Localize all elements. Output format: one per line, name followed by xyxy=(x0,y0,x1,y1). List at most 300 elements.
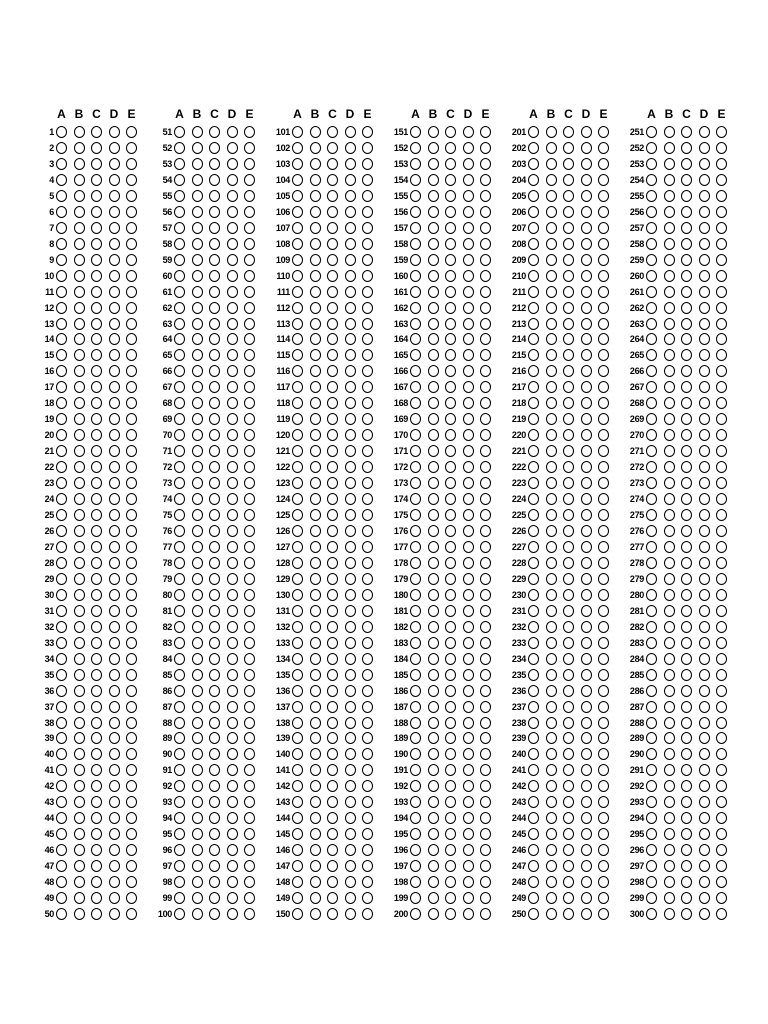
answer-bubble-e[interactable] xyxy=(126,318,137,330)
answer-bubble-b[interactable] xyxy=(310,158,321,170)
answer-bubble-b[interactable] xyxy=(310,318,321,330)
answer-bubble-b[interactable] xyxy=(664,748,675,760)
answer-bubble-c[interactable] xyxy=(563,605,574,617)
answer-bubble-d[interactable] xyxy=(227,844,238,856)
answer-bubble-a[interactable] xyxy=(292,701,303,713)
answer-bubble-d[interactable] xyxy=(699,637,710,649)
answer-bubble-e[interactable] xyxy=(362,286,373,298)
answer-bubble-a[interactable] xyxy=(174,126,185,138)
answer-bubble-b[interactable] xyxy=(664,685,675,697)
answer-bubble-c[interactable] xyxy=(327,637,338,649)
answer-bubble-e[interactable] xyxy=(598,573,609,585)
answer-bubble-d[interactable] xyxy=(699,461,710,473)
answer-bubble-a[interactable] xyxy=(528,748,539,760)
answer-bubble-e[interactable] xyxy=(480,254,491,266)
answer-bubble-e[interactable] xyxy=(244,222,255,234)
answer-bubble-a[interactable] xyxy=(56,605,67,617)
answer-bubble-d[interactable] xyxy=(463,860,474,872)
answer-bubble-b[interactable] xyxy=(310,828,321,840)
answer-bubble-d[interactable] xyxy=(227,413,238,425)
answer-bubble-d[interactable] xyxy=(463,142,474,154)
answer-bubble-a[interactable] xyxy=(292,876,303,888)
answer-bubble-d[interactable] xyxy=(345,844,356,856)
answer-bubble-b[interactable] xyxy=(428,717,439,729)
answer-bubble-d[interactable] xyxy=(227,509,238,521)
answer-bubble-a[interactable] xyxy=(292,509,303,521)
answer-bubble-a[interactable] xyxy=(56,844,67,856)
answer-bubble-d[interactable] xyxy=(699,397,710,409)
answer-bubble-e[interactable] xyxy=(362,270,373,282)
answer-bubble-b[interactable] xyxy=(664,637,675,649)
answer-bubble-a[interactable] xyxy=(292,717,303,729)
answer-bubble-e[interactable] xyxy=(126,381,137,393)
answer-bubble-a[interactable] xyxy=(174,525,185,537)
answer-bubble-b[interactable] xyxy=(74,828,85,840)
answer-bubble-c[interactable] xyxy=(209,190,220,202)
answer-bubble-c[interactable] xyxy=(445,605,456,617)
answer-bubble-b[interactable] xyxy=(310,876,321,888)
answer-bubble-e[interactable] xyxy=(716,318,727,330)
answer-bubble-d[interactable] xyxy=(345,732,356,744)
answer-bubble-c[interactable] xyxy=(91,589,102,601)
answer-bubble-e[interactable] xyxy=(244,509,255,521)
answer-bubble-a[interactable] xyxy=(174,493,185,505)
answer-bubble-b[interactable] xyxy=(546,557,557,569)
answer-bubble-c[interactable] xyxy=(563,764,574,776)
answer-bubble-b[interactable] xyxy=(310,302,321,314)
answer-bubble-a[interactable] xyxy=(410,892,421,904)
answer-bubble-c[interactable] xyxy=(91,254,102,266)
answer-bubble-c[interactable] xyxy=(209,158,220,170)
answer-bubble-e[interactable] xyxy=(480,732,491,744)
answer-bubble-b[interactable] xyxy=(74,413,85,425)
answer-bubble-e[interactable] xyxy=(716,860,727,872)
answer-bubble-e[interactable] xyxy=(126,254,137,266)
answer-bubble-c[interactable] xyxy=(563,126,574,138)
answer-bubble-d[interactable] xyxy=(463,589,474,601)
answer-bubble-c[interactable] xyxy=(681,318,692,330)
answer-bubble-c[interactable] xyxy=(445,541,456,553)
answer-bubble-c[interactable] xyxy=(91,605,102,617)
answer-bubble-e[interactable] xyxy=(362,413,373,425)
answer-bubble-d[interactable] xyxy=(227,780,238,792)
answer-bubble-c[interactable] xyxy=(563,637,574,649)
answer-bubble-d[interactable] xyxy=(227,461,238,473)
answer-bubble-c[interactable] xyxy=(445,685,456,697)
answer-bubble-d[interactable] xyxy=(699,429,710,441)
answer-bubble-a[interactable] xyxy=(410,717,421,729)
answer-bubble-e[interactable] xyxy=(598,381,609,393)
answer-bubble-c[interactable] xyxy=(681,126,692,138)
answer-bubble-d[interactable] xyxy=(109,222,120,234)
answer-bubble-d[interactable] xyxy=(109,413,120,425)
answer-bubble-c[interactable] xyxy=(563,238,574,250)
answer-bubble-b[interactable] xyxy=(664,445,675,457)
answer-bubble-b[interactable] xyxy=(428,429,439,441)
answer-bubble-e[interactable] xyxy=(126,701,137,713)
answer-bubble-e[interactable] xyxy=(126,477,137,489)
answer-bubble-e[interactable] xyxy=(126,413,137,425)
answer-bubble-a[interactable] xyxy=(646,254,657,266)
answer-bubble-c[interactable] xyxy=(681,397,692,409)
answer-bubble-d[interactable] xyxy=(699,653,710,665)
answer-bubble-b[interactable] xyxy=(310,445,321,457)
answer-bubble-d[interactable] xyxy=(227,828,238,840)
answer-bubble-a[interactable] xyxy=(56,621,67,633)
answer-bubble-b[interactable] xyxy=(74,270,85,282)
answer-bubble-b[interactable] xyxy=(664,413,675,425)
answer-bubble-e[interactable] xyxy=(244,477,255,489)
answer-bubble-d[interactable] xyxy=(581,286,592,298)
answer-bubble-c[interactable] xyxy=(209,701,220,713)
answer-bubble-a[interactable] xyxy=(528,812,539,824)
answer-bubble-d[interactable] xyxy=(463,445,474,457)
answer-bubble-c[interactable] xyxy=(327,621,338,633)
answer-bubble-d[interactable] xyxy=(581,653,592,665)
answer-bubble-a[interactable] xyxy=(646,541,657,553)
answer-bubble-d[interactable] xyxy=(109,333,120,345)
answer-bubble-e[interactable] xyxy=(716,796,727,808)
answer-bubble-d[interactable] xyxy=(699,174,710,186)
answer-bubble-c[interactable] xyxy=(209,669,220,681)
answer-bubble-e[interactable] xyxy=(362,142,373,154)
answer-bubble-d[interactable] xyxy=(227,573,238,585)
answer-bubble-d[interactable] xyxy=(345,557,356,569)
answer-bubble-c[interactable] xyxy=(91,333,102,345)
answer-bubble-a[interactable] xyxy=(528,685,539,697)
answer-bubble-b[interactable] xyxy=(192,365,203,377)
answer-bubble-a[interactable] xyxy=(528,780,539,792)
answer-bubble-e[interactable] xyxy=(598,669,609,681)
answer-bubble-e[interactable] xyxy=(598,158,609,170)
answer-bubble-a[interactable] xyxy=(528,796,539,808)
answer-bubble-d[interactable] xyxy=(345,541,356,553)
answer-bubble-a[interactable] xyxy=(56,764,67,776)
answer-bubble-d[interactable] xyxy=(581,333,592,345)
answer-bubble-e[interactable] xyxy=(598,429,609,441)
answer-bubble-e[interactable] xyxy=(126,669,137,681)
answer-bubble-d[interactable] xyxy=(345,637,356,649)
answer-bubble-b[interactable] xyxy=(664,605,675,617)
answer-bubble-a[interactable] xyxy=(174,397,185,409)
answer-bubble-a[interactable] xyxy=(410,509,421,521)
answer-bubble-a[interactable] xyxy=(410,206,421,218)
answer-bubble-b[interactable] xyxy=(664,254,675,266)
answer-bubble-e[interactable] xyxy=(480,701,491,713)
answer-bubble-c[interactable] xyxy=(209,126,220,138)
answer-bubble-b[interactable] xyxy=(664,126,675,138)
answer-bubble-c[interactable] xyxy=(445,142,456,154)
answer-bubble-d[interactable] xyxy=(699,589,710,601)
answer-bubble-c[interactable] xyxy=(327,892,338,904)
answer-bubble-d[interactable] xyxy=(581,541,592,553)
answer-bubble-a[interactable] xyxy=(410,828,421,840)
answer-bubble-c[interactable] xyxy=(681,876,692,888)
answer-bubble-c[interactable] xyxy=(209,860,220,872)
answer-bubble-d[interactable] xyxy=(581,509,592,521)
answer-bubble-a[interactable] xyxy=(56,222,67,234)
answer-bubble-e[interactable] xyxy=(126,222,137,234)
answer-bubble-e[interactable] xyxy=(362,190,373,202)
answer-bubble-e[interactable] xyxy=(716,780,727,792)
answer-bubble-d[interactable] xyxy=(345,238,356,250)
answer-bubble-d[interactable] xyxy=(109,637,120,649)
answer-bubble-b[interactable] xyxy=(192,286,203,298)
answer-bubble-d[interactable] xyxy=(463,222,474,234)
answer-bubble-e[interactable] xyxy=(716,828,727,840)
answer-bubble-b[interactable] xyxy=(74,844,85,856)
answer-bubble-a[interactable] xyxy=(56,589,67,601)
answer-bubble-e[interactable] xyxy=(716,190,727,202)
answer-bubble-e[interactable] xyxy=(716,653,727,665)
answer-bubble-c[interactable] xyxy=(563,860,574,872)
answer-bubble-e[interactable] xyxy=(598,190,609,202)
answer-bubble-c[interactable] xyxy=(681,605,692,617)
answer-bubble-b[interactable] xyxy=(74,589,85,601)
answer-bubble-e[interactable] xyxy=(480,493,491,505)
answer-bubble-d[interactable] xyxy=(699,541,710,553)
answer-bubble-b[interactable] xyxy=(546,796,557,808)
answer-bubble-a[interactable] xyxy=(646,717,657,729)
answer-bubble-b[interactable] xyxy=(428,764,439,776)
answer-bubble-b[interactable] xyxy=(546,302,557,314)
answer-bubble-c[interactable] xyxy=(91,429,102,441)
answer-bubble-b[interactable] xyxy=(664,525,675,537)
answer-bubble-c[interactable] xyxy=(445,717,456,729)
answer-bubble-b[interactable] xyxy=(546,764,557,776)
answer-bubble-b[interactable] xyxy=(546,892,557,904)
answer-bubble-a[interactable] xyxy=(56,860,67,872)
answer-bubble-c[interactable] xyxy=(445,844,456,856)
answer-bubble-a[interactable] xyxy=(174,365,185,377)
answer-bubble-b[interactable] xyxy=(428,509,439,521)
answer-bubble-e[interactable] xyxy=(716,333,727,345)
answer-bubble-d[interactable] xyxy=(109,397,120,409)
answer-bubble-c[interactable] xyxy=(209,381,220,393)
answer-bubble-a[interactable] xyxy=(174,908,185,920)
answer-bubble-c[interactable] xyxy=(91,908,102,920)
answer-bubble-d[interactable] xyxy=(699,254,710,266)
answer-bubble-c[interactable] xyxy=(91,142,102,154)
answer-bubble-c[interactable] xyxy=(563,318,574,330)
answer-bubble-b[interactable] xyxy=(428,541,439,553)
answer-bubble-e[interactable] xyxy=(126,365,137,377)
answer-bubble-b[interactable] xyxy=(664,653,675,665)
answer-bubble-b[interactable] xyxy=(546,238,557,250)
answer-bubble-e[interactable] xyxy=(598,349,609,361)
answer-bubble-b[interactable] xyxy=(546,669,557,681)
answer-bubble-b[interactable] xyxy=(546,621,557,633)
answer-bubble-a[interactable] xyxy=(410,605,421,617)
answer-bubble-b[interactable] xyxy=(192,653,203,665)
answer-bubble-b[interactable] xyxy=(192,796,203,808)
answer-bubble-e[interactable] xyxy=(598,844,609,856)
answer-bubble-e[interactable] xyxy=(480,174,491,186)
answer-bubble-a[interactable] xyxy=(528,541,539,553)
answer-bubble-c[interactable] xyxy=(445,477,456,489)
answer-bubble-d[interactable] xyxy=(109,318,120,330)
answer-bubble-d[interactable] xyxy=(463,748,474,760)
answer-bubble-d[interactable] xyxy=(227,365,238,377)
answer-bubble-c[interactable] xyxy=(91,318,102,330)
answer-bubble-e[interactable] xyxy=(480,892,491,904)
answer-bubble-c[interactable] xyxy=(209,174,220,186)
answer-bubble-e[interactable] xyxy=(362,892,373,904)
answer-bubble-d[interactable] xyxy=(227,701,238,713)
answer-bubble-e[interactable] xyxy=(244,206,255,218)
answer-bubble-c[interactable] xyxy=(91,397,102,409)
answer-bubble-e[interactable] xyxy=(716,509,727,521)
answer-bubble-d[interactable] xyxy=(227,525,238,537)
answer-bubble-a[interactable] xyxy=(174,158,185,170)
answer-bubble-d[interactable] xyxy=(109,780,120,792)
answer-bubble-b[interactable] xyxy=(664,812,675,824)
answer-bubble-d[interactable] xyxy=(109,126,120,138)
answer-bubble-d[interactable] xyxy=(345,892,356,904)
answer-bubble-e[interactable] xyxy=(480,190,491,202)
answer-bubble-d[interactable] xyxy=(345,621,356,633)
answer-bubble-e[interactable] xyxy=(480,557,491,569)
answer-bubble-e[interactable] xyxy=(716,876,727,888)
answer-bubble-b[interactable] xyxy=(192,381,203,393)
answer-bubble-d[interactable] xyxy=(581,669,592,681)
answer-bubble-c[interactable] xyxy=(91,126,102,138)
answer-bubble-a[interactable] xyxy=(528,126,539,138)
answer-bubble-e[interactable] xyxy=(598,780,609,792)
answer-bubble-b[interactable] xyxy=(546,477,557,489)
answer-bubble-a[interactable] xyxy=(174,844,185,856)
answer-bubble-b[interactable] xyxy=(310,812,321,824)
answer-bubble-a[interactable] xyxy=(410,461,421,473)
answer-bubble-e[interactable] xyxy=(716,493,727,505)
answer-bubble-a[interactable] xyxy=(646,286,657,298)
answer-bubble-b[interactable] xyxy=(192,541,203,553)
answer-bubble-d[interactable] xyxy=(345,174,356,186)
answer-bubble-b[interactable] xyxy=(546,413,557,425)
answer-bubble-c[interactable] xyxy=(327,509,338,521)
answer-bubble-b[interactable] xyxy=(546,780,557,792)
answer-bubble-c[interactable] xyxy=(91,557,102,569)
answer-bubble-a[interactable] xyxy=(646,509,657,521)
answer-bubble-b[interactable] xyxy=(192,748,203,760)
answer-bubble-c[interactable] xyxy=(91,732,102,744)
answer-bubble-a[interactable] xyxy=(174,557,185,569)
answer-bubble-c[interactable] xyxy=(563,206,574,218)
answer-bubble-c[interactable] xyxy=(445,557,456,569)
answer-bubble-e[interactable] xyxy=(244,365,255,377)
answer-bubble-e[interactable] xyxy=(598,461,609,473)
answer-bubble-b[interactable] xyxy=(74,174,85,186)
answer-bubble-a[interactable] xyxy=(56,828,67,840)
answer-bubble-d[interactable] xyxy=(699,238,710,250)
answer-bubble-c[interactable] xyxy=(91,573,102,585)
answer-bubble-b[interactable] xyxy=(664,318,675,330)
answer-bubble-b[interactable] xyxy=(74,397,85,409)
answer-bubble-b[interactable] xyxy=(310,238,321,250)
answer-bubble-b[interactable] xyxy=(664,190,675,202)
answer-bubble-b[interactable] xyxy=(192,685,203,697)
answer-bubble-c[interactable] xyxy=(327,174,338,186)
answer-bubble-a[interactable] xyxy=(292,142,303,154)
answer-bubble-c[interactable] xyxy=(445,222,456,234)
answer-bubble-d[interactable] xyxy=(581,732,592,744)
answer-bubble-c[interactable] xyxy=(563,573,574,585)
answer-bubble-c[interactable] xyxy=(681,908,692,920)
answer-bubble-d[interactable] xyxy=(109,477,120,489)
answer-bubble-b[interactable] xyxy=(192,333,203,345)
answer-bubble-c[interactable] xyxy=(327,717,338,729)
answer-bubble-d[interactable] xyxy=(581,908,592,920)
answer-bubble-e[interactable] xyxy=(716,158,727,170)
answer-bubble-e[interactable] xyxy=(362,206,373,218)
answer-bubble-b[interactable] xyxy=(546,254,557,266)
answer-bubble-e[interactable] xyxy=(598,333,609,345)
answer-bubble-c[interactable] xyxy=(327,222,338,234)
answer-bubble-d[interactable] xyxy=(227,908,238,920)
answer-bubble-a[interactable] xyxy=(292,493,303,505)
answer-bubble-e[interactable] xyxy=(480,318,491,330)
answer-bubble-e[interactable] xyxy=(126,812,137,824)
answer-bubble-d[interactable] xyxy=(699,812,710,824)
answer-bubble-d[interactable] xyxy=(581,461,592,473)
answer-bubble-b[interactable] xyxy=(664,174,675,186)
answer-bubble-b[interactable] xyxy=(428,557,439,569)
answer-bubble-d[interactable] xyxy=(109,557,120,569)
answer-bubble-e[interactable] xyxy=(126,429,137,441)
answer-bubble-d[interactable] xyxy=(109,445,120,457)
answer-bubble-c[interactable] xyxy=(445,748,456,760)
answer-bubble-a[interactable] xyxy=(174,461,185,473)
answer-bubble-e[interactable] xyxy=(598,493,609,505)
answer-bubble-e[interactable] xyxy=(244,429,255,441)
answer-bubble-a[interactable] xyxy=(646,397,657,409)
answer-bubble-b[interactable] xyxy=(310,461,321,473)
answer-bubble-a[interactable] xyxy=(528,206,539,218)
answer-bubble-c[interactable] xyxy=(445,573,456,585)
answer-bubble-a[interactable] xyxy=(410,573,421,585)
answer-bubble-a[interactable] xyxy=(56,206,67,218)
answer-bubble-a[interactable] xyxy=(56,557,67,569)
answer-bubble-b[interactable] xyxy=(310,349,321,361)
answer-bubble-c[interactable] xyxy=(327,318,338,330)
answer-bubble-b[interactable] xyxy=(310,286,321,298)
answer-bubble-d[interactable] xyxy=(227,493,238,505)
answer-bubble-a[interactable] xyxy=(292,190,303,202)
answer-bubble-d[interactable] xyxy=(227,732,238,744)
answer-bubble-a[interactable] xyxy=(292,445,303,457)
answer-bubble-a[interactable] xyxy=(410,174,421,186)
answer-bubble-b[interactable] xyxy=(192,142,203,154)
answer-bubble-c[interactable] xyxy=(563,254,574,266)
answer-bubble-e[interactable] xyxy=(716,270,727,282)
answer-bubble-a[interactable] xyxy=(292,158,303,170)
answer-bubble-b[interactable] xyxy=(428,254,439,266)
answer-bubble-d[interactable] xyxy=(581,685,592,697)
answer-bubble-c[interactable] xyxy=(681,413,692,425)
answer-bubble-a[interactable] xyxy=(646,685,657,697)
answer-bubble-d[interactable] xyxy=(227,286,238,298)
answer-bubble-d[interactable] xyxy=(699,222,710,234)
answer-bubble-a[interactable] xyxy=(646,493,657,505)
answer-bubble-a[interactable] xyxy=(174,653,185,665)
answer-bubble-e[interactable] xyxy=(126,158,137,170)
answer-bubble-a[interactable] xyxy=(292,589,303,601)
answer-bubble-c[interactable] xyxy=(445,669,456,681)
answer-bubble-d[interactable] xyxy=(699,493,710,505)
answer-bubble-c[interactable] xyxy=(327,413,338,425)
answer-bubble-e[interactable] xyxy=(716,142,727,154)
answer-bubble-e[interactable] xyxy=(480,541,491,553)
